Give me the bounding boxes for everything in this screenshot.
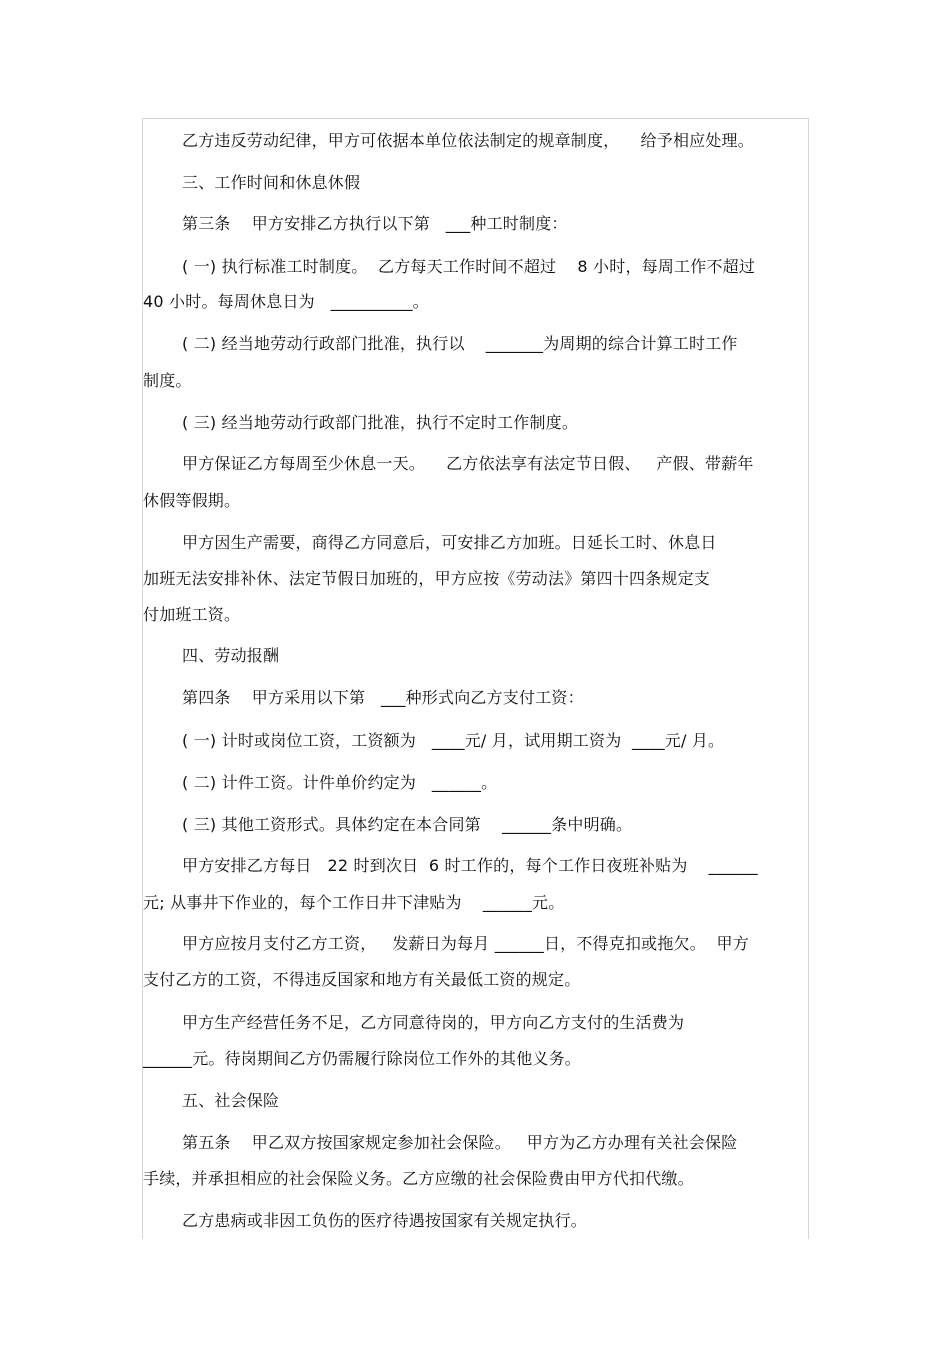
text-line: 甲方安排乙方每日 22 时到次日 6 时工作的，每个工作日夜班补贴为 ______ <box>182 856 758 875</box>
section-heading: 四、劳动报酬 <box>182 646 280 665</box>
article-line: 第四条 甲方采用以下第 ___种形式向乙方支付工资： <box>182 688 584 707</box>
text-line: 乙方违反劳动纪律，甲方可依据本单位依法制定的规章制度， 给予相应处理。 <box>182 131 754 150</box>
section-heading: 三、工作时间和休息休假 <box>182 173 361 192</box>
text-line: 支付乙方的工资，不得违反国家和地方有关最低工资的规定。 <box>143 970 581 989</box>
text-line: 甲方生产经营任务不足，乙方同意待岗的，甲方向乙方支付的生活费为 <box>182 1013 685 1032</box>
text-line: 40 小时。每周休息日为 __________。 <box>143 292 429 311</box>
article-line: 第三条 甲方安排乙方执行以下第 ___种工时制度： <box>182 214 568 233</box>
text-line: 甲方因生产需要，商得乙方同意后，可安排乙方加班。日延长工时、休息日 <box>182 533 717 552</box>
text-line: 元; 从事井下作业的，每个工作日井下津贴为 ______元。 <box>143 893 565 912</box>
text-line: 手续，并承担相应的社会保险义务。乙方应缴的社会保险费由甲方代扣代缴。 <box>143 1169 694 1188</box>
text-line: 甲方应按月支付乙方工资， 发薪日为每月 ______日，不得克扣或拖欠。 甲方 <box>182 934 749 953</box>
text-line: 加班无法安排补休、法定节假日加班的，甲方应按《劳动法》第四十四条规定支 <box>143 569 711 588</box>
text-line: ( 一) 执行标准工时制度。 乙方每天工作时间不超过 8 小时，每周工作不超过 <box>182 257 756 276</box>
text-line: 制度。 <box>143 371 192 390</box>
text-line: ( 三) 其他工资形式。具体约定在本合同第 ______条中明确。 <box>182 815 633 834</box>
section-heading: 五、社会保险 <box>182 1091 280 1110</box>
text-line: 付加班工资。 <box>143 605 241 624</box>
text-line: ( 二) 经当地劳动行政部门批准，执行以 _______为周期的综合计算工时工作 <box>182 334 738 353</box>
text-line: ( 二) 计件工资。计件单价约定为 ______。 <box>182 773 498 792</box>
article-line: 第五条 甲乙双方按国家规定参加社会保险。 甲方为乙方办理有关社会保险 <box>182 1133 738 1152</box>
page-frame <box>142 118 809 1239</box>
text-line: 乙方患病或非因工负伤的医疗待遇按国家有关规定执行。 <box>182 1211 588 1230</box>
text-line: 休假等假期。 <box>143 491 241 510</box>
text-line: ( 一) 计时或岗位工资，工资额为 ____元/ 月，试用期工资为 ____元/ 月。 <box>182 731 725 750</box>
text-line: ______元。待岗期间乙方仍需履行除岗位工作外的其他义务。 <box>143 1049 582 1068</box>
text-line: 甲方保证乙方每周至少休息一天。 乙方依法享有法定节日假、 产假、带薪年 <box>182 454 754 473</box>
text-line: ( 三) 经当地劳动行政部门批准，执行不定时工作制度。 <box>182 413 579 432</box>
